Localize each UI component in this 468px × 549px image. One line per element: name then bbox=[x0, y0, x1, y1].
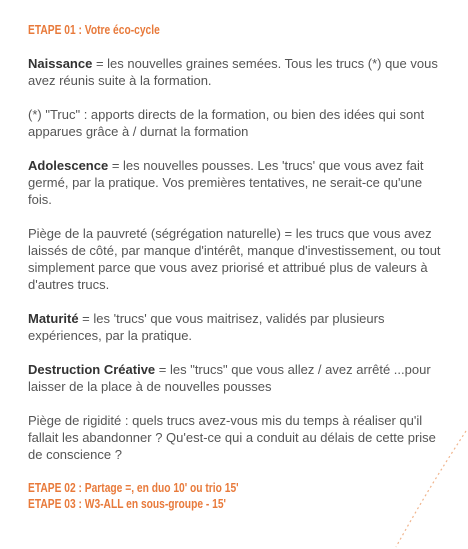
naissance-term: Naissance bbox=[28, 56, 93, 71]
decorative-dashed-curve bbox=[388, 429, 468, 549]
destruction-paragraph bbox=[28, 361, 448, 395]
adolescence-text: = les nouvelles pousses. Les 'trucs' que vous avez fait germé, par la pratique. Vos premières tentatives, ne serait-ce qu'une fois. bbox=[28, 158, 424, 207]
step-3-heading: ETAPE 03 : W3-ALL en sous-groupe - 15' bbox=[28, 497, 226, 511]
naissance-text: = les nouvelles graines semées. Tous les trucs (*) que vous avez réunis suite à la formation. bbox=[28, 56, 438, 88]
naissance-paragraph bbox=[28, 55, 448, 89]
adolescence-paragraph bbox=[28, 157, 448, 208]
bottom-steps bbox=[28, 480, 448, 512]
dashed-curve-line bbox=[396, 431, 466, 547]
piege-pauvrete-paragraph: Piège de la pauvreté (ségrégation naturelle) = les trucs que vous avez laissés de côté, par manque d'intérêt, manque d'investissement, ou tout simplement parce que vous avez priorisé et attribué plus de valeurs à d'autres trucs. bbox=[28, 226, 441, 292]
main-content bbox=[28, 22, 448, 512]
destruction-text: = les "trucs" que vous allez / avez arrêté ...pour laisser de la place à de nouvelles pousses bbox=[28, 362, 431, 394]
maturite-text: = les 'trucs' que vous maitrisez, validés par plusieurs expériences, par la pratique. bbox=[28, 311, 385, 343]
maturite-paragraph bbox=[28, 310, 448, 344]
step-1-heading: ETAPE 01 : Votre éco-cycle bbox=[28, 23, 160, 37]
destruction-term: Destruction Créative bbox=[28, 362, 156, 377]
adolescence-term: Adolescence bbox=[28, 158, 109, 173]
truc-note-paragraph: (*) "Truc" : apports directs de la formation, ou bien des idées qui sont apparues grâce à / durnat la formation bbox=[28, 107, 425, 139]
maturite-term: Maturité bbox=[28, 311, 79, 326]
piege-rigidite-paragraph: Piège de rigidité : quels trucs avez-vous mis du temps à réaliser qu'il fallait les abandonner ? Qu'est-ce qui a conduit au délais de cette prise de conscience ? bbox=[28, 413, 436, 462]
step-2-heading: ETAPE 02 : Partage =, en duo 10' ou trio 15' bbox=[28, 481, 239, 495]
